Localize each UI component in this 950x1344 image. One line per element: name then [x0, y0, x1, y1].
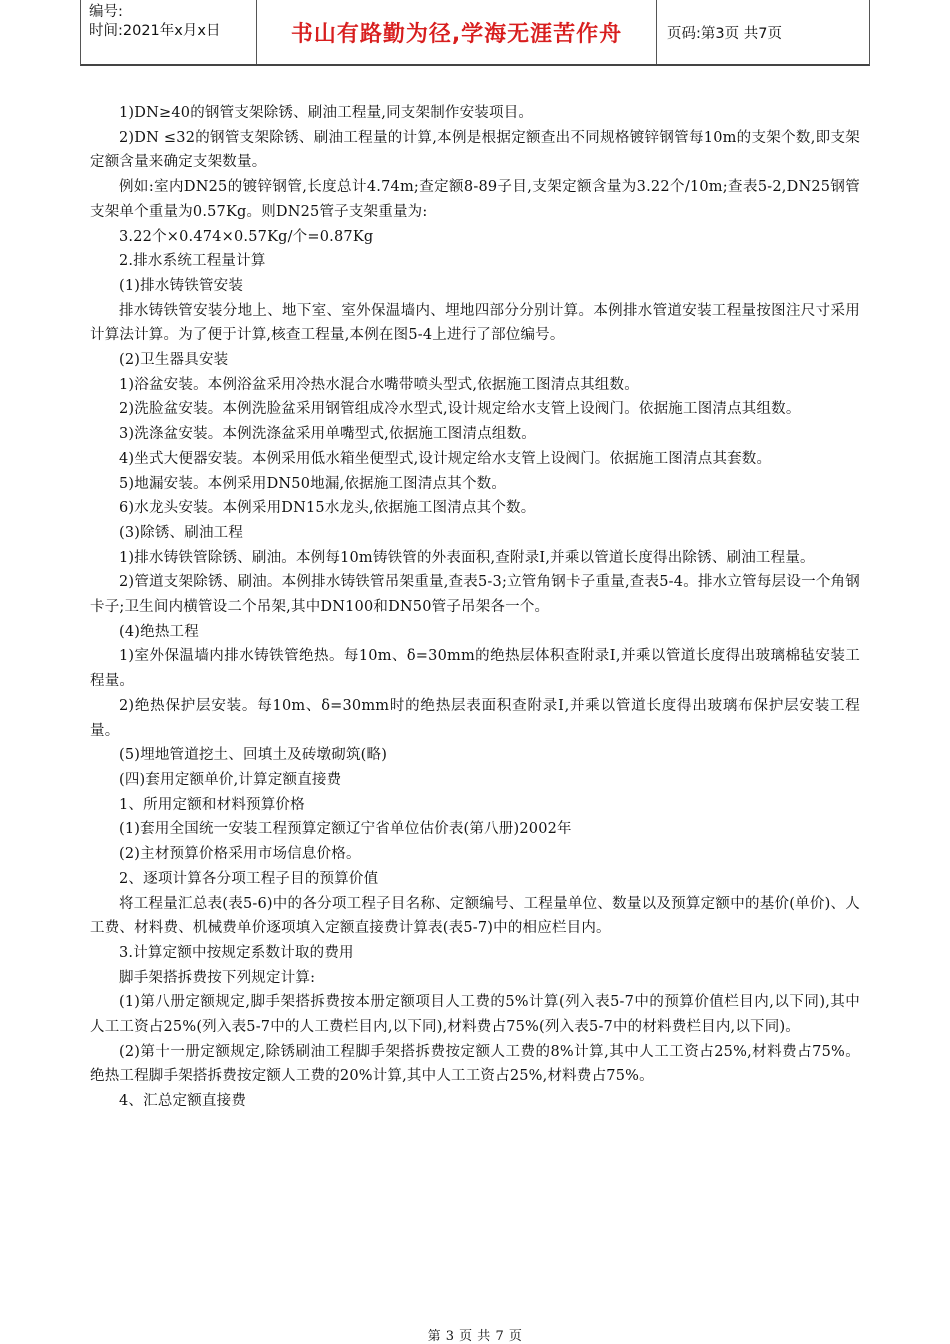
- paragraph: 1)DN≥40的钢管支架除锈、刷油工程量,同支架制作安装项目。: [119, 105, 534, 121]
- subsection-heading: (3)除锈、刷油工程: [119, 524, 244, 541]
- paragraph: 排水铸铁管安装分地上、地下室、室外保温墙内、埋地四部分分别计算。本例排水管道安装工程量按图注尺寸采用计算法计算。为了便于计算,核查工程量,本例在图5-4上进行了部位编号。: [90, 302, 860, 344]
- paragraph: (2)第十一册定额规定,除锈刷油工程脚手架搭拆费按定额人工费的8%计算,其中人工工资占25%,材料费占75%。绝热工程脚手架搭拆费按定额人工费的20%计算,其中人工工资占25%,材料费占75%。: [90, 1043, 860, 1085]
- document-number: 编号:: [89, 4, 123, 20]
- paragraph: (1)套用全国统一安装工程预算定额辽宁省单位估价表(第八册)2002年: [119, 821, 572, 838]
- header-page-info: 页码:第3页 共7页: [667, 25, 782, 42]
- subsection-heading: (2)卫生器具安装: [119, 352, 229, 369]
- paragraph: 1)排水铸铁管除锈、刷油。本例每10m铸铁管的外表面积,查附录Ⅰ,并乘以管道长度得出除锈、刷油工程量。: [119, 549, 815, 566]
- subsection-heading: (5)埋地管道挖土、回填土及砖墩砌筑(略): [119, 747, 388, 764]
- document-body: [90, 101, 860, 1114]
- paragraph: 将工程量汇总表(表5-6)中的各分项工程子目名称、定额编号、工程量单位、数量以及预算定额中的基价(单价)、人工费、材料费、机械费单价逐项填入定额直接费计算表(表5-7)中的相应栏目内。: [90, 895, 860, 937]
- paragraph: 3)洗涤盆安装。本例洗涤盆采用单嘴型式,依据施工图清点组数。: [119, 426, 536, 443]
- section-heading: 2、逐项计算各分项工程子目的预算价值: [119, 870, 379, 887]
- subsection-heading: (1)排水铸铁管安装: [119, 277, 244, 294]
- paragraph: 2)洗脸盆安装。本例洗脸盆采用钢管组成冷水型式,设计规定给水支管上设阀门。依据施工图清点其组数。: [119, 401, 801, 418]
- paragraph: 4)坐式大便器安装。本例采用低水箱坐便型式,设计规定给水支管上设阀门。依据施工图清点其套数。: [119, 450, 772, 467]
- paragraph: (2)主材预算价格采用市场信息价格。: [119, 846, 361, 863]
- section-heading: 4、汇总定额直接费: [119, 1093, 247, 1110]
- paragraph: 5)地漏安装。本例采用DN50地漏,依据施工图清点其个数。: [119, 475, 507, 492]
- document-date: 时间:2021年x月x日: [89, 23, 221, 39]
- paragraph: (1)第八册定额规定,脚手架搭拆费按本册定额项目人工费的5%计算(列入表5-7中的预算价值栏目内,以下同),其中人工工资占25%(列入表5-7中的人工费栏目内,以下同),材料费占75%(列入表5-7中的材料费栏目内,以下同)。: [90, 994, 860, 1036]
- header-motto: 书山有路勤为径,学海无涯苦作舟: [257, 0, 657, 64]
- paragraph: 1)浴盆安装。本例浴盆采用冷热水混合水嘴带喷头型式,依据施工图清点其组数。: [119, 376, 639, 393]
- paragraph: 1)室外保温墙内排水铸铁管绝热。每10m、δ=30mm的绝热层体积查附录Ⅰ,并乘以管道长度得出玻璃棉毡安装工程量。: [90, 648, 860, 690]
- paragraph: 2)DN ≤32的钢管支架除锈、刷油工程量的计算,本例是根据定额查出不同规格镀锌钢管每10m的支架个数,即支架定额含量来确定支架数量。: [90, 129, 860, 171]
- section-heading: (四)套用定额单价,计算定额直接费: [119, 771, 342, 788]
- page-footer: 第 3 页 共 7 页: [427, 1329, 523, 1344]
- paragraph: 2)管道支架除锈、刷油。本例排水铸铁管吊架重量,查表5-3;立管角钢卡子重量,查表5-4。排水立管每层设一个角钢卡子;卫生间内横管设二个吊架,其中DN100和DN50管子吊架各一个。: [90, 574, 860, 616]
- section-heading: 2.排水系统工程量计算: [119, 253, 266, 270]
- header-meta: [81, 0, 257, 64]
- paragraph: 脚手架搭拆费按下列规定计算:: [119, 969, 316, 986]
- subsection-heading: (4)绝热工程: [119, 623, 199, 640]
- section-heading: 1、所用定额和材料预算价格: [119, 796, 305, 813]
- paragraph: 例如:室内DN25的镀锌钢管,长度总计4.74m;查定额8-89子目,支架定额含量为3.22个/10m;查表5-2,DN25钢管支架单个重量为0.57Kg。则DN25管子支架重量为:: [90, 179, 860, 220]
- page-header: [80, 0, 870, 66]
- paragraph: 6)水龙头安装。本例采用DN15水龙头,依据施工图清点其个数。: [119, 500, 536, 517]
- section-heading: 3.计算定额中按规定系数计取的费用: [119, 944, 354, 961]
- paragraph: 2)绝热保护层安装。每10m、δ=30mm时的绝热层表面积查附录Ⅰ,并乘以管道长度得出玻璃布保护层安装工程量。: [90, 697, 860, 739]
- paragraph: 3.22个×0.474×0.57Kg/个=0.87Kg: [119, 228, 374, 245]
